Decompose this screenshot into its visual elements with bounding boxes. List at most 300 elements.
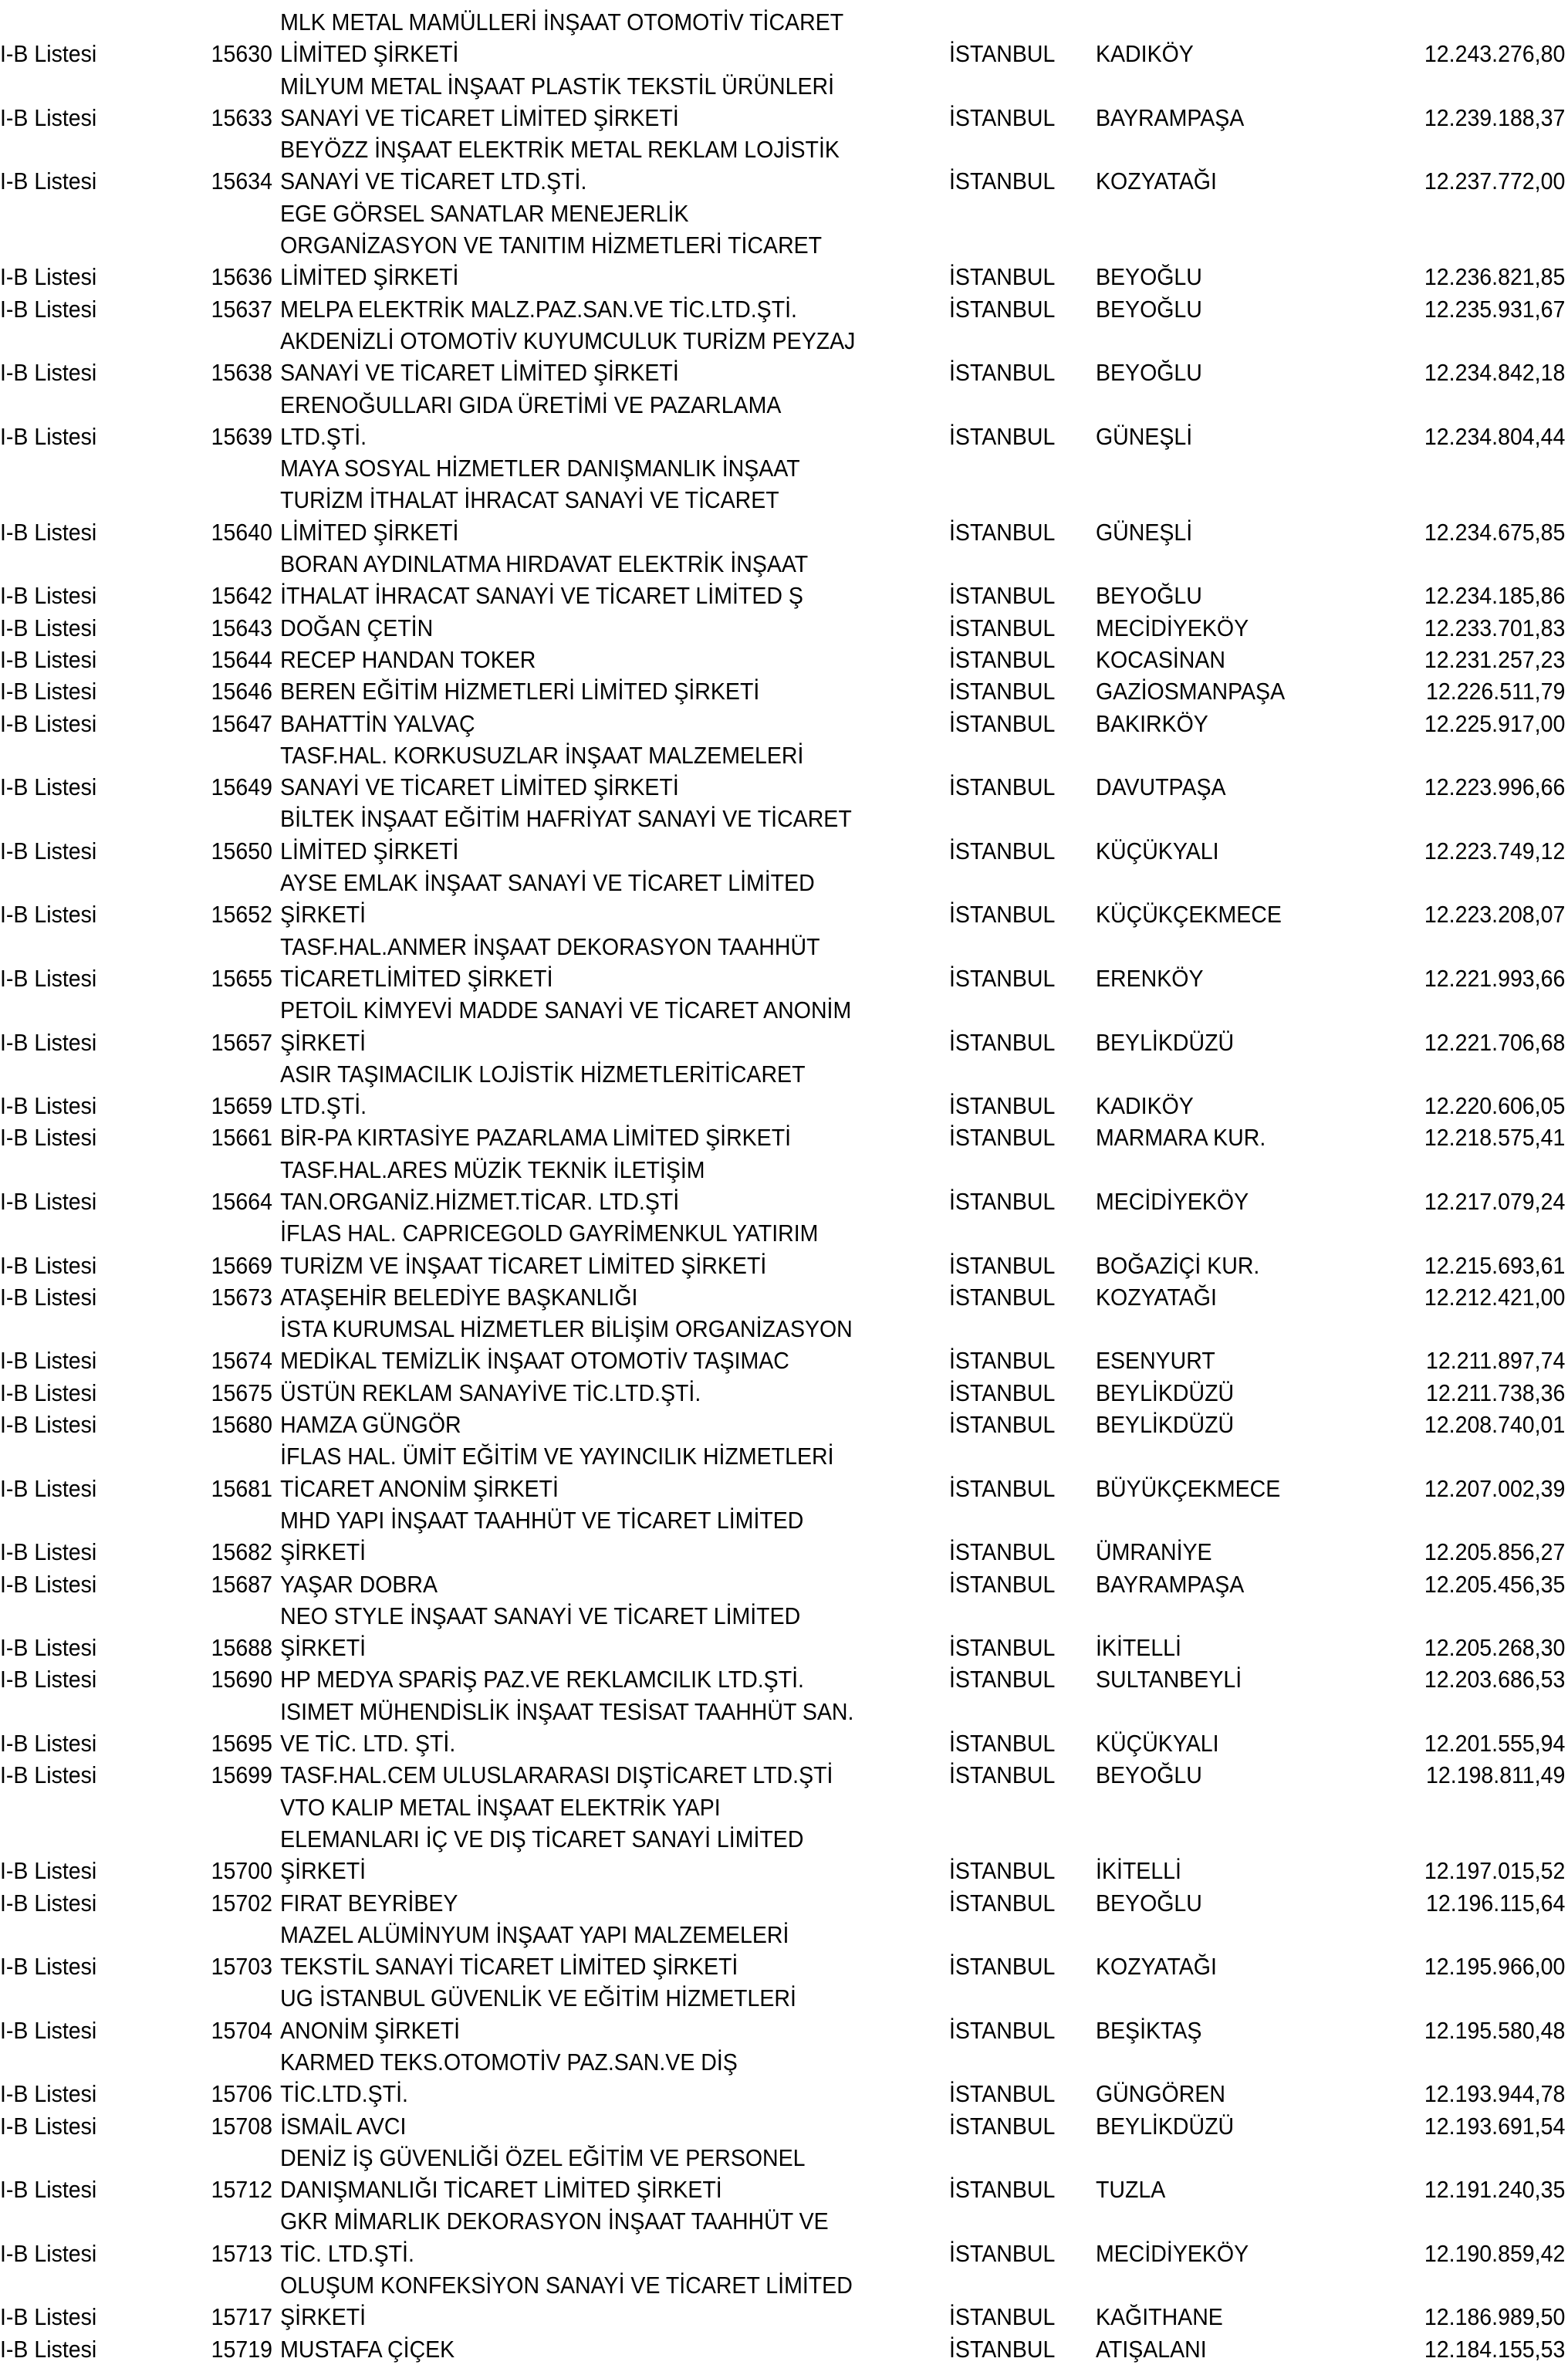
record-number-cell: 15657	[211, 1028, 272, 1056]
company-name-line: İTHALAT İHRACAT SANAYİ VE TİCARET LİMİTED Ş	[280, 582, 803, 610]
amount-cell: 12.207.002,39	[1424, 1474, 1566, 1502]
district-cell: KÜÇÜKYALI	[1096, 1730, 1219, 1758]
company-name-line: MAYA SOSYAL HİZMETLER DANIŞMANLIK İNŞAAT	[280, 455, 800, 482]
table-row	[0, 1504, 1568, 1568]
company-name-line: ŞİRKETİ	[280, 901, 367, 929]
city-cell: İSTANBUL	[949, 1283, 1056, 1311]
list-type-cell: I-B Listesi	[0, 1634, 97, 1662]
district-cell: ATIŞALANI	[1096, 2335, 1207, 2363]
company-name-cell	[272, 2205, 895, 2269]
company-name-line: ANONİM ŞİRKETİ	[280, 2016, 461, 2044]
district-cell: MECİDİYEKÖY	[1096, 1187, 1249, 1215]
city-cell: İSTANBUL	[949, 1028, 1056, 1056]
company-name-line: SANAYİ VE TİCARET LTD.ŞTİ.	[280, 167, 587, 195]
company-name-cell	[272, 1377, 895, 1409]
table-row	[0, 1759, 1568, 1791]
record-number-cell: 15674	[211, 1347, 272, 1375]
company-name-line: NEO STYLE İNŞAAT SANAYİ VE TİCARET LİMİTED	[280, 1602, 801, 1629]
record-number-cell: 15700	[211, 1857, 272, 1885]
city-cell: İSTANBUL	[949, 1730, 1056, 1758]
district-cell: KADIKÖY	[1096, 1092, 1194, 1120]
city-cell: İSTANBUL	[949, 40, 1056, 68]
company-name-line: TİCARET ANONİM ŞİRKETİ	[280, 1474, 559, 1502]
company-name-line: BEREN EĞİTİM HİZMETLERİ LİMİTED ŞİRKETİ	[280, 678, 760, 705]
table-row	[0, 867, 1568, 931]
record-number-cell: 15702	[211, 1889, 272, 1917]
district-cell: KOZYATAĞI	[1096, 167, 1217, 195]
company-name-cell	[272, 1440, 895, 1504]
list-type-cell: I-B Listesi	[0, 1187, 97, 1215]
amount-cell: 12.193.691,54	[1424, 2112, 1566, 2140]
table-row	[0, 70, 1568, 134]
company-name-line: AKDENİZLİ OTOMOTİV KUYUMCULUK TURİZM PEYZAJ	[280, 326, 856, 354]
company-name-line: ŞİRKETİ	[280, 1538, 367, 1566]
city-cell: İSTANBUL	[949, 901, 1056, 929]
amount-cell: 12.211.738,36	[1426, 1379, 1566, 1406]
city-cell: İSTANBUL	[949, 2303, 1056, 2331]
record-number-cell: 15644	[211, 645, 272, 673]
company-name-cell	[272, 2046, 895, 2110]
list-type-cell: I-B Listesi	[0, 2239, 97, 2267]
district-cell: KAĞITHANE	[1096, 2303, 1223, 2331]
amount-cell: 12.234.185,86	[1424, 582, 1566, 610]
company-name-line: LİMİTED ŞİRKETİ	[280, 263, 459, 291]
company-name-cell	[272, 803, 895, 867]
district-cell: BEYOĞLU	[1096, 359, 1202, 387]
district-cell: TUZLA	[1096, 2176, 1166, 2204]
record-number-cell: 15639	[211, 422, 272, 450]
record-number-cell: 15652	[211, 901, 272, 929]
list-type-cell: I-B Listesi	[0, 2080, 97, 2108]
city-cell: İSTANBUL	[949, 837, 1056, 864]
city-cell: İSTANBUL	[949, 1187, 1056, 1215]
list-type-cell: I-B Listesi	[0, 1953, 97, 1981]
company-name-line: MELPA ELEKTRİK MALZ.PAZ.SAN.VE TİC.LTD.ŞTİ.	[280, 295, 797, 323]
record-number-cell: 15646	[211, 678, 272, 705]
record-number-cell: 15642	[211, 582, 272, 610]
company-name-line: TİCARETLİMİTED ŞİRKETİ	[280, 964, 553, 992]
company-name-line: ŞİRKETİ	[280, 1634, 367, 1662]
table-row	[0, 2110, 1568, 2142]
amount-cell: 12.198.811,49	[1426, 1761, 1566, 1789]
company-name-line: TASF.HAL.CEM ULUSLARARASI DIŞTİCARET LTD.ŞTİ	[280, 1761, 833, 1789]
list-type-cell: I-B Listesi	[0, 2112, 97, 2140]
table-row	[0, 1792, 1568, 1887]
table-row	[0, 708, 1568, 739]
list-type-cell: I-B Listesi	[0, 2176, 97, 2204]
list-type-cell: I-B Listesi	[0, 1028, 97, 1056]
company-name-cell	[272, 1313, 895, 1377]
company-name-cell	[272, 1982, 895, 2046]
table-row	[0, 134, 1568, 198]
city-cell: İSTANBUL	[949, 2080, 1056, 2108]
record-number-cell: 15675	[211, 1379, 272, 1406]
amount-cell: 12.211.897,74	[1426, 1347, 1566, 1375]
district-cell: BOĞAZİÇİ KUR.	[1096, 1251, 1260, 1279]
district-cell: KOZYATAĞI	[1096, 1283, 1217, 1311]
amount-cell: 12.205.856,27	[1424, 1538, 1566, 1566]
company-name-cell	[272, 2142, 895, 2206]
company-name-line: SANAYİ VE TİCARET LİMİTED ŞİRKETİ	[280, 103, 679, 131]
list-type-cell: I-B Listesi	[0, 422, 97, 450]
company-name-cell	[272, 1759, 895, 1791]
list-type-cell: I-B Listesi	[0, 709, 97, 737]
company-name-line: TURİZM VE İNŞAAT TİCARET LİMİTED ŞİRKETİ	[280, 1251, 767, 1279]
district-cell: KÜÇÜKÇEKMECE	[1096, 901, 1282, 929]
company-name-line: YAŞAR DOBRA	[280, 1570, 438, 1598]
company-name-cell	[272, 70, 895, 134]
company-name-line: LİMİTED ŞİRKETİ	[280, 518, 459, 546]
company-name-line: LTD.ŞTİ.	[280, 422, 367, 450]
amount-cell: 12.226.511,79	[1426, 678, 1566, 705]
company-name-line: İSMAİL AVCI	[280, 2112, 407, 2140]
district-cell: GÜNEŞLİ	[1096, 518, 1193, 546]
list-type-cell: I-B Listesi	[0, 837, 97, 864]
district-cell: KADIKÖY	[1096, 40, 1194, 68]
table-row	[0, 612, 1568, 644]
company-name-cell	[272, 1696, 895, 1760]
company-name-line: MUSTAFA ÇİÇEK	[280, 2335, 455, 2363]
record-number-cell: 15637	[211, 295, 272, 323]
amount-cell: 12.190.859,42	[1424, 2239, 1566, 2267]
city-cell: İSTANBUL	[949, 2112, 1056, 2140]
company-name-line: SANAYİ VE TİCARET LİMİTED ŞİRKETİ	[280, 359, 679, 387]
city-cell: İSTANBUL	[949, 103, 1056, 131]
list-type-cell: I-B Listesi	[0, 103, 97, 131]
list-type-cell: I-B Listesi	[0, 2335, 97, 2363]
debtor-list-table	[0, 6, 1568, 2365]
company-name-cell	[272, 1792, 895, 1887]
city-cell: İSTANBUL	[949, 359, 1056, 387]
company-name-line: TASF.HAL.ARES MÜZİK TEKNİK İLETİŞİM	[280, 1155, 705, 1183]
city-cell: İSTANBUL	[949, 1953, 1056, 1981]
table-row	[0, 1377, 1568, 1409]
list-type-cell: I-B Listesi	[0, 1666, 97, 1693]
company-name-cell	[272, 1887, 895, 1919]
company-name-line: DANIŞMANLIĞI TİCARET LİMİTED ŞİRKETİ	[280, 2176, 722, 2204]
district-cell: KÜÇÜKYALI	[1096, 837, 1219, 864]
company-name-line: BEYÖZZ İNŞAAT ELEKTRİK METAL REKLAM LOJİSTİK	[280, 136, 840, 164]
record-number-cell: 15687	[211, 1570, 272, 1598]
list-type-cell: I-B Listesi	[0, 1538, 97, 1566]
company-name-cell	[272, 198, 895, 293]
company-name-line: TASF.HAL.ANMER İNŞAAT DEKORASYON TAAHHÜT	[280, 932, 820, 960]
company-name-cell	[272, 1217, 895, 1281]
table-row	[0, 325, 1568, 389]
record-number-cell: 15647	[211, 709, 272, 737]
record-number-cell: 15669	[211, 1251, 272, 1279]
record-number-cell: 15630	[211, 40, 272, 68]
table-row	[0, 1058, 1568, 1122]
list-type-cell: I-B Listesi	[0, 1092, 97, 1120]
company-name-cell	[272, 2269, 895, 2333]
list-type-cell: I-B Listesi	[0, 1474, 97, 1502]
city-cell: İSTANBUL	[949, 1634, 1056, 1662]
company-name-cell	[272, 1600, 895, 1664]
district-cell: KOZYATAĞI	[1096, 1953, 1217, 1981]
record-number-cell: 15713	[211, 2239, 272, 2267]
district-cell: BÜYÜKÇEKMECE	[1096, 1474, 1281, 1502]
company-name-cell	[272, 1281, 895, 1313]
company-name-cell	[272, 708, 895, 739]
company-name-cell	[272, 739, 895, 804]
amount-cell: 12.231.257,23	[1424, 645, 1566, 673]
city-cell: İSTANBUL	[949, 1666, 1056, 1693]
company-name-line: MLK METAL MAMÜLLERİ İNŞAAT OTOMOTİV TİCARET	[280, 8, 844, 36]
list-type-cell: I-B Listesi	[0, 1761, 97, 1789]
company-name-line: BİR-PA KIRTASİYE PAZARLAMA LİMİTED ŞİRKETİ	[280, 1124, 792, 1152]
amount-cell: 12.195.580,48	[1424, 2016, 1566, 2044]
amount-cell: 12.217.079,24	[1424, 1187, 1566, 1215]
record-number-cell: 15661	[211, 1124, 272, 1152]
table-row	[0, 198, 1568, 293]
record-number-cell: 15719	[211, 2335, 272, 2363]
company-name-cell	[272, 2110, 895, 2142]
district-cell: MARMARA KUR.	[1096, 1124, 1266, 1152]
record-number-cell: 15681	[211, 1474, 272, 1502]
company-name-line: OLUŞUM KONFEKSİYON SANAYİ VE TİCARET LİMİTED	[280, 2272, 853, 2299]
company-name-cell	[272, 2333, 895, 2365]
table-row	[0, 2269, 1568, 2333]
company-name-line: SANAYİ VE TİCARET LİMİTED ŞİRKETİ	[280, 773, 679, 801]
district-cell: ERENKÖY	[1096, 964, 1204, 992]
amount-cell: 12.212.421,00	[1424, 1283, 1566, 1311]
company-name-line: ATAŞEHİR BELEDİYE BAŞKANLIĞI	[280, 1283, 638, 1311]
district-cell: BAYRAMPAŞA	[1096, 103, 1245, 131]
record-number-cell: 15634	[211, 167, 272, 195]
amount-cell: 12.203.686,53	[1424, 1666, 1566, 1693]
table-row	[0, 6, 1568, 70]
city-cell: İSTANBUL	[949, 1538, 1056, 1566]
district-cell: SULTANBEYLİ	[1096, 1666, 1242, 1693]
table-row	[0, 389, 1568, 453]
amount-cell: 12.191.240,35	[1424, 2176, 1566, 2204]
company-name-cell	[272, 994, 895, 1058]
city-cell: İSTANBUL	[949, 1124, 1056, 1152]
amount-cell: 12.239.188,37	[1424, 103, 1566, 131]
city-cell: İSTANBUL	[949, 1474, 1056, 1502]
district-cell: BEYLİKDÜZÜ	[1096, 1028, 1235, 1056]
amount-cell: 12.243.276,80	[1424, 40, 1566, 68]
company-name-line: MAZEL ALÜMİNYUM İNŞAAT YAPI MALZEMELERİ	[280, 1920, 789, 1948]
table-row	[0, 644, 1568, 675]
table-row	[0, 994, 1568, 1058]
table-row	[0, 1919, 1568, 1983]
company-name-line: ŞİRKETİ	[280, 1028, 367, 1056]
list-type-cell: I-B Listesi	[0, 1283, 97, 1311]
list-type-cell: I-B Listesi	[0, 518, 97, 546]
district-cell: GÜNGÖREN	[1096, 2080, 1225, 2108]
company-name-cell	[272, 134, 895, 198]
district-cell: BEYOĞLU	[1096, 1761, 1202, 1789]
company-name-line: LİMİTED ŞİRKETİ	[280, 40, 459, 68]
list-type-cell: I-B Listesi	[0, 2303, 97, 2331]
amount-cell: 12.193.944,78	[1424, 2080, 1566, 2108]
record-number-cell: 15650	[211, 837, 272, 864]
amount-cell: 12.234.675,85	[1424, 518, 1566, 546]
district-cell: GÜNEŞLİ	[1096, 422, 1193, 450]
district-cell: BEYOĞLU	[1096, 263, 1202, 291]
table-row	[0, 931, 1568, 995]
list-type-cell: I-B Listesi	[0, 167, 97, 195]
record-number-cell: 15717	[211, 2303, 272, 2331]
company-name-line: ASIR TAŞIMACILIK LOJİSTİK HİZMETLERİTİCARET	[280, 1060, 806, 1088]
company-name-line: TEKSTİL SANAYİ TİCARET LİMİTED ŞİRKETİ	[280, 1953, 738, 1981]
company-name-cell	[272, 1919, 895, 1983]
record-number-cell: 15655	[211, 964, 272, 992]
list-type-cell: I-B Listesi	[0, 2016, 97, 2044]
record-number-cell: 15643	[211, 614, 272, 641]
company-name-line: ORGANİZASYON VE TANITIM HİZMETLERİ TİCARET	[280, 232, 823, 259]
company-name-line: GKR MİMARLIK DEKORASYON İNŞAAT TAAHHÜT VE	[280, 2208, 829, 2235]
district-cell: İKİTELLİ	[1096, 1857, 1181, 1885]
table-row	[0, 1887, 1568, 1919]
company-name-line: UG İSTANBUL GÜVENLİK VE EĞİTİM HİZMETLERİ	[280, 1984, 796, 2012]
company-name-cell	[272, 1568, 895, 1600]
amount-cell: 12.215.693,61	[1424, 1251, 1566, 1279]
amount-cell: 12.234.804,44	[1424, 422, 1566, 450]
amount-cell: 12.233.701,83	[1424, 614, 1566, 641]
amount-cell: 12.201.555,94	[1424, 1730, 1566, 1758]
record-number-cell: 15704	[211, 2016, 272, 2044]
company-name-cell	[272, 325, 895, 389]
company-name-cell	[272, 644, 895, 675]
city-cell: İSTANBUL	[949, 2239, 1056, 2267]
city-cell: İSTANBUL	[949, 167, 1056, 195]
table-row	[0, 1217, 1568, 1281]
table-row	[0, 293, 1568, 325]
record-number-cell: 15690	[211, 1666, 272, 1693]
amount-cell: 12.208.740,01	[1424, 1411, 1566, 1439]
amount-cell: 12.236.821,85	[1424, 263, 1566, 291]
city-cell: İSTANBUL	[949, 964, 1056, 992]
table-row	[0, 2142, 1568, 2206]
amount-cell: 12.235.931,67	[1424, 295, 1566, 323]
list-type-cell: I-B Listesi	[0, 1347, 97, 1375]
list-type-cell: I-B Listesi	[0, 263, 97, 291]
company-name-line: EGE GÖRSEL SANATLAR MENEJERLİK	[280, 199, 689, 227]
company-name-line: İFLAS HAL. CAPRICEGOLD GAYRİMENKUL YATIRIM	[280, 1220, 819, 1247]
record-number-cell: 15638	[211, 359, 272, 387]
city-cell: İSTANBUL	[949, 1761, 1056, 1789]
table-row	[0, 1600, 1568, 1664]
table-row	[0, 1122, 1568, 1153]
company-name-line: TASF.HAL. KORKUSUZLAR İNŞAAT MALZEMELERİ	[280, 741, 804, 769]
company-name-cell	[272, 6, 895, 70]
district-cell: DAVUTPAŞA	[1096, 773, 1226, 801]
table-row	[0, 675, 1568, 707]
company-name-line: VE TİC. LTD. ŞTİ.	[280, 1730, 456, 1758]
city-cell: İSTANBUL	[949, 582, 1056, 610]
company-name-line: TAN.ORGANİZ.HİZMET.TİCAR. LTD.ŞTİ	[280, 1187, 680, 1215]
company-name-line: BAHATTİN YALVAÇ	[280, 709, 475, 737]
company-name-line: ÜSTÜN REKLAM SANAYİVE TİC.LTD.ŞTİ.	[280, 1379, 701, 1406]
district-cell: BEŞİKTAŞ	[1096, 2016, 1202, 2044]
record-number-cell: 15695	[211, 1730, 272, 1758]
city-cell: İSTANBUL	[949, 709, 1056, 737]
city-cell: İSTANBUL	[949, 1347, 1056, 1375]
district-cell: İKİTELLİ	[1096, 1634, 1181, 1662]
company-name-line: AYSE EMLAK İNŞAAT SANAYİ VE TİCARET LİMİTED	[280, 869, 815, 897]
table-row	[0, 2205, 1568, 2269]
company-name-line: TURİZM İTHALAT İHRACAT SANAYİ VE TİCARET	[280, 486, 779, 514]
city-cell: İSTANBUL	[949, 2335, 1056, 2363]
company-name-line: LİMİTED ŞİRKETİ	[280, 837, 459, 864]
company-name-line: MHD YAPI İNŞAAT TAAHHÜT VE TİCARET LİMİTED	[280, 1506, 804, 1534]
list-type-cell: I-B Listesi	[0, 901, 97, 929]
company-name-cell	[272, 1504, 895, 1568]
list-type-cell: I-B Listesi	[0, 1857, 97, 1885]
amount-cell: 12.223.996,66	[1424, 773, 1566, 801]
company-name-cell	[272, 612, 895, 644]
list-type-cell: I-B Listesi	[0, 1889, 97, 1917]
district-cell: MECİDİYEKÖY	[1096, 614, 1249, 641]
company-name-cell	[272, 548, 895, 612]
amount-cell: 12.220.606,05	[1424, 1092, 1566, 1120]
city-cell: İSTANBUL	[949, 2016, 1056, 2044]
table-row	[0, 1409, 1568, 1440]
amount-cell: 12.205.456,35	[1424, 1570, 1566, 1598]
table-row	[0, 1568, 1568, 1600]
district-cell: BAYRAMPAŞA	[1096, 1570, 1245, 1598]
company-name-line: ŞİRKETİ	[280, 1857, 367, 1885]
amount-cell: 12.225.917,00	[1424, 709, 1566, 737]
company-name-line: TİC.LTD.ŞTİ.	[280, 2080, 408, 2108]
company-name-line: DENİZ İŞ GÜVENLİĞİ ÖZEL EĞİTİM VE PERSONEL	[280, 2143, 806, 2171]
table-row	[0, 452, 1568, 548]
company-name-cell	[272, 389, 895, 453]
city-cell: İSTANBUL	[949, 614, 1056, 641]
city-cell: İSTANBUL	[949, 645, 1056, 673]
city-cell: İSTANBUL	[949, 1570, 1056, 1598]
city-cell: İSTANBUL	[949, 1251, 1056, 1279]
amount-cell: 12.221.993,66	[1424, 964, 1566, 992]
record-number-cell: 15706	[211, 2080, 272, 2108]
company-name-cell	[272, 867, 895, 931]
company-name-line: DOĞAN ÇETİN	[280, 614, 434, 641]
company-name-cell	[272, 1122, 895, 1153]
table-row	[0, 1313, 1568, 1377]
company-name-line: RECEP HANDAN TOKER	[280, 645, 536, 673]
company-name-cell	[272, 1409, 895, 1440]
list-type-cell: I-B Listesi	[0, 1570, 97, 1598]
company-name-line: MİLYUM METAL İNŞAAT PLASTİK TEKSTİL ÜRÜNLERİ	[280, 72, 835, 100]
district-cell: BEYOĞLU	[1096, 582, 1202, 610]
amount-cell: 12.234.842,18	[1424, 359, 1566, 387]
record-number-cell: 15640	[211, 518, 272, 546]
record-number-cell: 15673	[211, 1283, 272, 1311]
company-name-line: BORAN AYDINLATMA HIRDAVAT ELEKTRİK İNŞAAT	[280, 550, 809, 578]
city-cell: İSTANBUL	[949, 1889, 1056, 1917]
record-number-cell: 15688	[211, 1634, 272, 1662]
district-cell: BAKIRKÖY	[1096, 709, 1208, 737]
city-cell: İSTANBUL	[949, 295, 1056, 323]
city-cell: İSTANBUL	[949, 2176, 1056, 2204]
company-name-cell	[272, 1663, 895, 1695]
record-number-cell: 15712	[211, 2176, 272, 2204]
record-number-cell: 15682	[211, 1538, 272, 1566]
company-name-line: TİC. LTD.ŞTİ.	[280, 2239, 414, 2267]
list-type-cell: I-B Listesi	[0, 40, 97, 68]
company-name-cell	[272, 293, 895, 325]
company-name-line: ERENOĞULLARI GIDA ÜRETİMİ VE PAZARLAMA	[280, 391, 782, 418]
amount-cell: 12.205.268,30	[1424, 1634, 1566, 1662]
company-name-line: HP MEDYA SPARİŞ PAZ.VE REKLAMCILIK LTD.ŞTİ.	[280, 1666, 804, 1693]
amount-cell: 12.184.155,53	[1424, 2335, 1566, 2363]
company-name-line: İFLAS HAL. ÜMİT EĞİTİM VE YAYINCILIK HİZMETLERİ	[280, 1443, 834, 1470]
company-name-line: İSTA KURUMSAL HİZMETLER BİLİŞİM ORGANİZASYON	[280, 1315, 853, 1343]
city-cell: İSTANBUL	[949, 1379, 1056, 1406]
